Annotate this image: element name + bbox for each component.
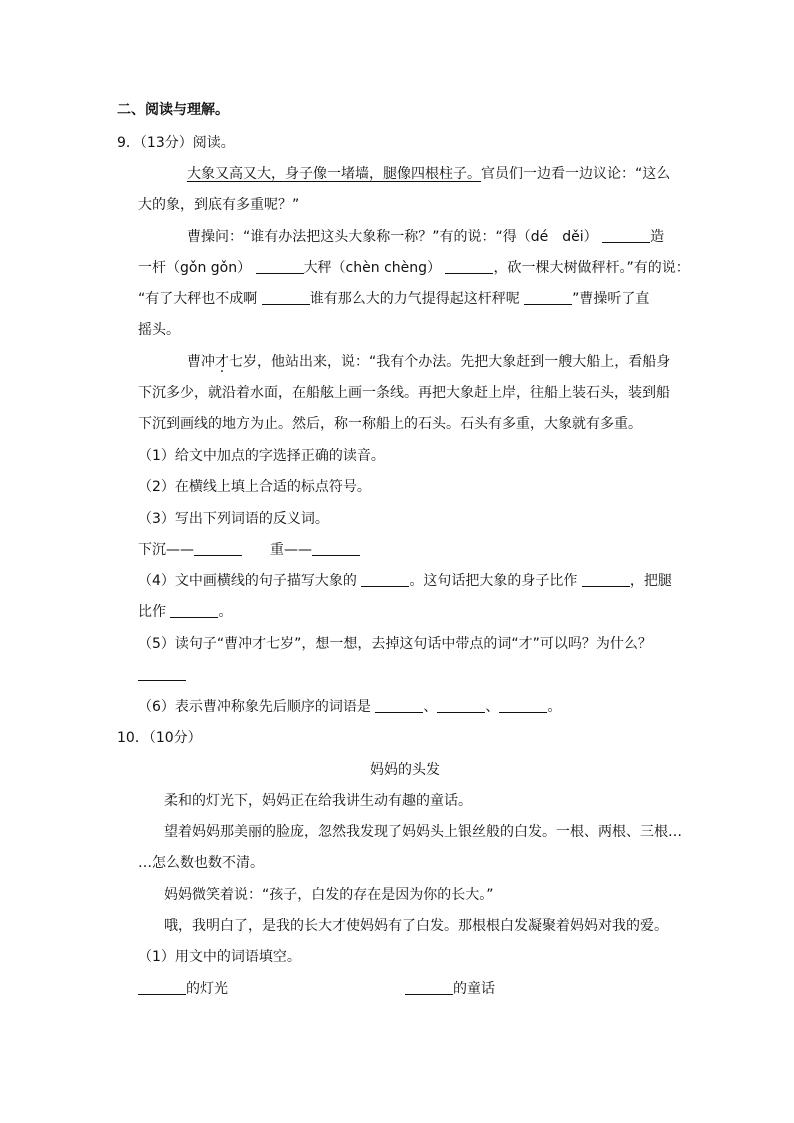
q9-sub5: （5）读句子“曹冲才七岁”，想一想，去掉这句话中带点的词“才”可以吗？为什么？ (138, 636, 652, 652)
q10-header: 10．（10分） (117, 730, 202, 746)
blank[interactable] (499, 698, 547, 713)
dotted-char: 才 (215, 354, 229, 370)
blank[interactable] (138, 666, 186, 681)
q9-p3-line2: 下沉多少，就沿着水面，在船舷上画一条线。再把大象赶上岸，往船上装石头，装到船 (138, 385, 670, 401)
antonym-2: 重—— (270, 540, 360, 560)
q9-p3-line1: 曹冲才七岁，他站出来，说：“我有个办法。先把大象赶到一艘大船上，看船身 (187, 354, 671, 370)
q10-p4: 哦，我明白了，是我的长大才使妈妈有了白发。那根根白发凝聚着妈妈对我的爱。 (164, 918, 668, 934)
blank[interactable] (437, 698, 485, 713)
blank[interactable] (524, 290, 572, 305)
section-title: 二、阅读与理解。 (117, 102, 229, 118)
q10-fill-1: 的灯光 (138, 979, 228, 999)
blank[interactable] (170, 603, 218, 618)
q10-p3: 妈妈微笑着说：“孩子，白发的存在是因为你的长大。” (164, 887, 494, 903)
q9-p1-line2: 大的象，到底有多重呢？” (138, 197, 300, 213)
q9-header: 9．（13分）阅读。 (117, 135, 235, 151)
q9-p2-line3: “有了大秤也不成啊 谁有那么大的力气提得起这杆秤呢 ”曹操听了直 (138, 291, 650, 307)
q10-title: 妈妈的头发 (370, 762, 440, 778)
q9-sub5-answer (138, 665, 186, 685)
q10-fill-2: 的童话 (405, 979, 495, 999)
underlined-sentence: 大象又高又大，身子像一堵墙，腿像四根柱子。 (187, 166, 481, 182)
q10-sub1: （1）用文中的词语填空。 (138, 949, 301, 965)
q9-sub4-line2: 比作 。 (138, 604, 233, 620)
blank[interactable] (602, 228, 650, 243)
q10-p2-line1: 望着妈妈那美丽的脸庞，忽然我发现了妈妈头上银丝般的白发。一根、两根、三根… (164, 824, 682, 840)
antonym-1: 下沉—— (138, 540, 242, 560)
q9-p2-line1: 曹操问：“谁有办法把这头大象称一称？”有的说：“得（dé děi） 造 (187, 229, 665, 245)
q9-p2-line2: 一杆（gǒn gǒn） 大秤（chèn chèng） ，砍一棵大树做秤杆。”有的说： (138, 260, 690, 276)
q10-p1: 柔和的灯光下，妈妈正在给我讲生动有趣的童话。 (164, 793, 472, 809)
blank[interactable] (256, 259, 304, 274)
q9-sub2: （2）在横线上填上合适的标点符号。 (138, 479, 371, 495)
blank[interactable] (194, 541, 242, 556)
q9-sub6: （6）表示曹冲称象先后顺序的词语是 、 、 。 (138, 699, 562, 715)
blank[interactable] (312, 541, 360, 556)
q9-sub4-line1: （4）文中画横线的句子描写大象的 。这句话把大象的身子比作 ，把腿 (138, 573, 672, 589)
blank[interactable] (138, 980, 186, 995)
q9-p1-line1: 大象又高又大，身子像一堵墙，腿像四根柱子。官员们一边看一边议论：“这么 (187, 166, 671, 182)
blank[interactable] (405, 980, 453, 995)
q10-p2-line2: …怎么数也数不清。 (138, 855, 264, 871)
blank[interactable] (375, 698, 423, 713)
blank[interactable] (445, 259, 493, 274)
q9-p2-line4: 摇头。 (138, 322, 180, 338)
q9-p3-line3: 下沉到画线的地方为止。然后，称一称船上的石头。石头有多重，大象就有多重。 (138, 416, 642, 432)
blank[interactable] (582, 572, 630, 587)
q9-sub3: （3）写出下列词语的反义词。 (138, 511, 329, 527)
q9-sub1: （1）给文中加点的字选择正确的读音。 (138, 448, 385, 464)
blank[interactable] (361, 572, 409, 587)
blank[interactable] (262, 290, 310, 305)
